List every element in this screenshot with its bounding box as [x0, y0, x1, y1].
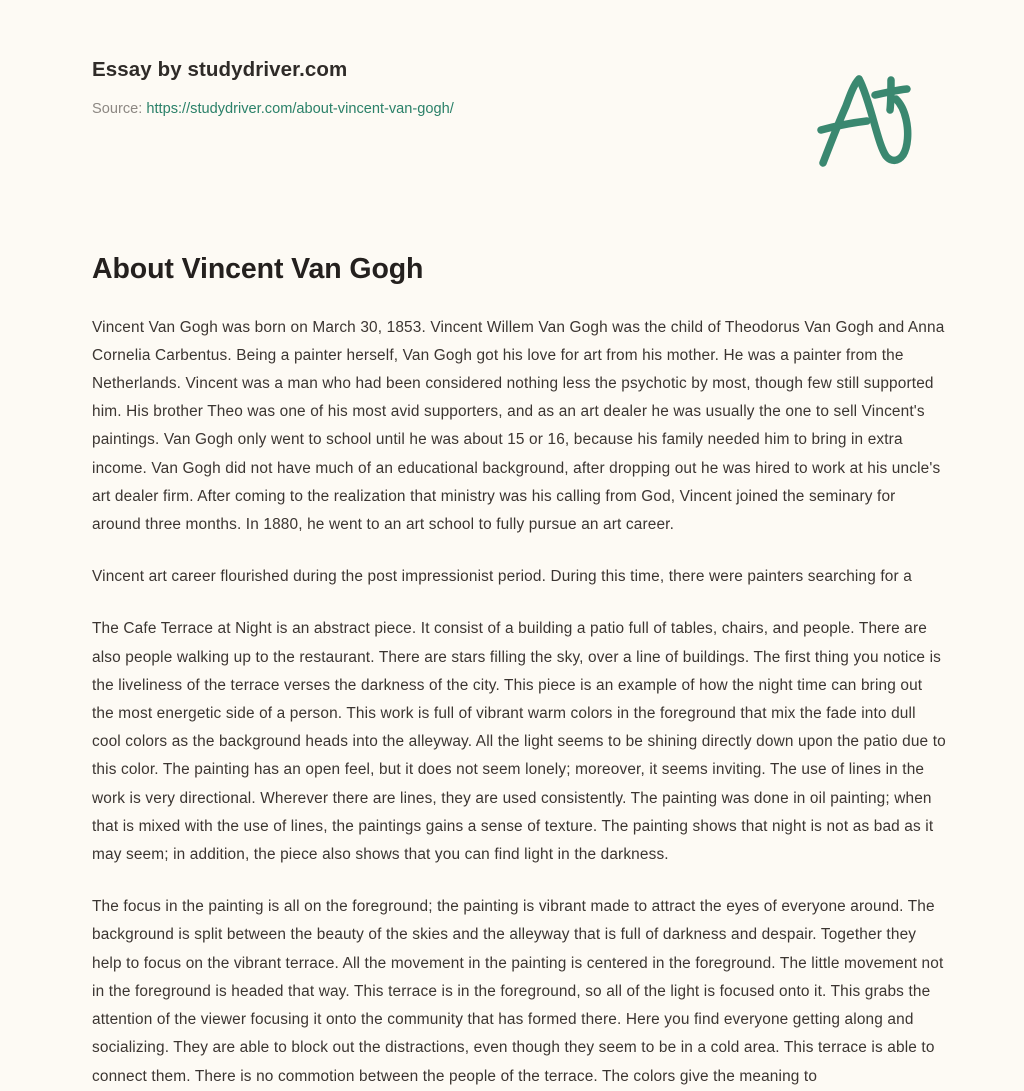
paragraph: The Cafe Terrace at Night is an abstract piece. It consist of a building a patio full of tables, chairs, and people. There are also people walking up to the restaurant. There are stars filling the sky, over a line of buildings. The first thing you notice is the liveliness of the terrace verses the darkness of the city. This piece is an example of how the night time can bring out the most energetic side of a person. This work is full of vibrant warm colors in the foreground that mix the fade into dull cool colors as the background heads into the alleyway. All the light seems to be shining directly down upon the patio due to this color. The painting has an open feel, but it does not seem lonely; moreover, it seems inviting. The use of lines in the work is very directional. Wherever there are lines, they are used consistently. The painting was done in oil painting; when that is mixed with the use of lines, the paintings gains a sense of texture. The painting shows that night is not as bad as it may seem; in addition, the piece also shows that you can find light in the darkness. [92, 620, 946, 864]
source-url-link[interactable]: https://studydriver.com/about-vincent-van-gogh/ [146, 100, 454, 117]
paragraph: Vincent art career flourished during the post impressionist period. During this time, there were painters searching for a [92, 568, 912, 586]
paragraph: The focus in the painting is all on the foreground; the painting is vibrant made to attract the eyes of everyone around. The background is split between the beauty of the skies and the alleyway that is full of darkness and despair. Together they help to focus on the vibrant terrace. All the movement in the painting is centered in the foreground. The little movement not in the foreground is headed that way. This terrace is in the foreground, so all of the light is focused onto it. This grabs the attention of the viewer focusing it onto the community that has formed there. Here you find everyone getting along and socializing. They are able to block out the distractions, even though they seem to be in a cold area. This terrace is able to connect them. There is no commotion between the people of the terrace. The colors give the meaning to [92, 898, 944, 1085]
source-label: Source: [92, 100, 143, 117]
studydriver-a-plus-logo-icon [812, 66, 920, 172]
article-body [92, 252, 948, 1091]
paragraph: Vincent Van Gogh was born on March 30, 1853. Vincent Willem Van Gogh was the child of Theodorus Van Gogh and Anna Cornelia Carbentus. Being a painter herself, Van Gogh got his love for art from his mother. He was a painter from the Netherlands. Vincent was a man who had been considered nothing less the psychotic by most, though few still supported him. His brother Theo was one of his most avid supporters, and as an art dealer he was usually the one to sell Vincent's paintings. Van Gogh only went to school until he was about 15 or 16, because his family needed him to bring in extra income. Van Gogh did not have much of an educational background, after dropping out he was hired to work at his uncle's art dealer firm. After coming to the realization that ministry was his calling from God, Vincent joined the seminary for around three months. In 1880, he went to an art school to fully pursue an art career. [92, 318, 945, 534]
source-line [92, 100, 932, 119]
document-header [92, 58, 932, 119]
essay-byline: Essay by studydriver.com [92, 58, 348, 81]
article-paragraphs [92, 314, 948, 1091]
page-title: About Vincent Van Gogh [92, 253, 424, 285]
